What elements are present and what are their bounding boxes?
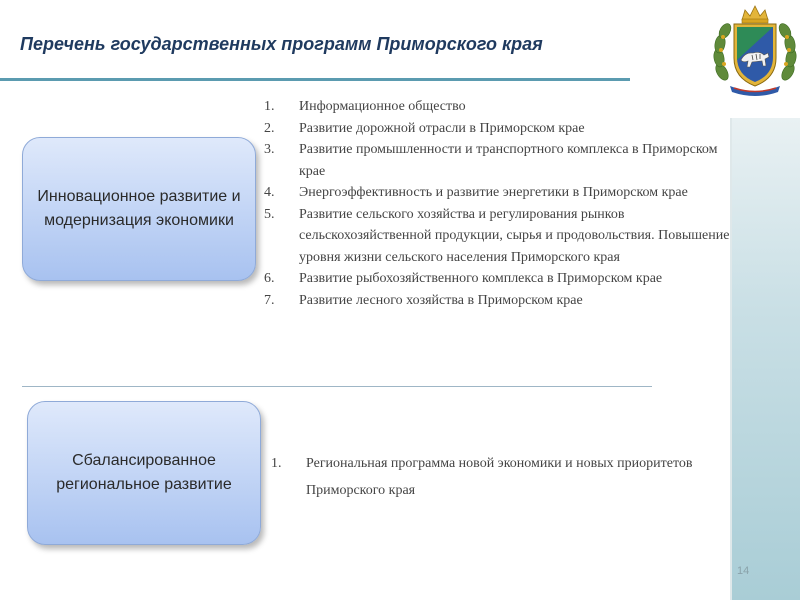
list-item: [264, 139, 734, 182]
item-text: Развитие лесного хозяйства в Приморском крае: [299, 292, 583, 308]
group-label: Сбалансированное региональное развитие: [56, 452, 232, 493]
group-card-regional: [27, 401, 261, 545]
list-item: [264, 182, 734, 204]
item-number: 7.: [264, 292, 275, 308]
item-number: 4.: [264, 185, 275, 200]
item-text: Региональная программа новой экономики и новых приоритетов Приморского края: [306, 456, 693, 498]
item-text: Развитие промышленности и транспортного комплекса в Приморском крае: [299, 142, 718, 179]
list-item: [264, 204, 734, 269]
item-number: 3.: [264, 142, 275, 157]
program-list-regional: [271, 450, 711, 504]
list-item: [264, 118, 734, 140]
program-list-innovation: [264, 96, 734, 311]
item-number: 1.: [271, 456, 282, 471]
item-number: 1.: [264, 99, 275, 114]
slide-title: Перечень государственных программ Приморского края: [20, 34, 543, 54]
list-item: [264, 290, 734, 312]
group-label: Инновационное развитие и модернизация экономики: [37, 188, 241, 229]
title-underline: [0, 78, 630, 81]
item-text: Энергоэффективность и развитие энергетики в Приморском крае: [299, 185, 688, 200]
section-divider: [22, 386, 652, 387]
item-text: Развитие рыбохозяйственного комплекса в Приморском крае: [299, 271, 663, 286]
page-number: 14: [737, 565, 750, 577]
item-text: Развитие дорожной отрасли в Приморском крае: [299, 120, 585, 136]
item-number: 2.: [264, 120, 275, 136]
item-number: 6.: [264, 271, 275, 286]
decorative-side-strip: [730, 118, 800, 600]
item-number: 5.: [264, 206, 275, 222]
item-text: Развитие сельского хозяйства и регулирования рынков сельскохозяйственной продукции, сырья и продовольствия. Повышение уровня жизни сельского населения Приморского края: [299, 206, 730, 265]
list-item: [264, 96, 734, 118]
item-text: Информационное общество: [299, 99, 466, 114]
list-item: [271, 450, 711, 504]
group-card-innovation: [22, 137, 256, 281]
coat-of-arms-icon: [712, 2, 798, 98]
list-item: [264, 268, 734, 290]
